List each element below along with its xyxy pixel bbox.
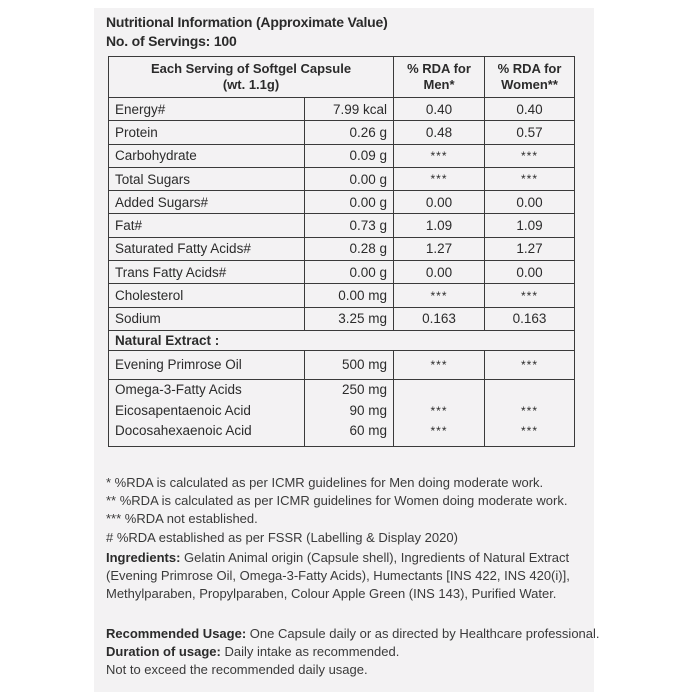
- rda-men: ***: [394, 144, 485, 167]
- recommended-usage: [106, 625, 600, 643]
- nutrient-name: Fat#: [109, 214, 305, 237]
- omega-name: Omega-3-Fatty Acids: [115, 381, 242, 397]
- nutrient-value: 7.99 kcal: [305, 98, 394, 121]
- footnote-fssr: # %RDA established as per FSSR (Labelling & Display 2020): [106, 529, 458, 545]
- nutrient-name: Energy#: [109, 98, 305, 121]
- table-row: [109, 379, 575, 446]
- omega-rda-men: [394, 379, 485, 446]
- duration-usage-label: Duration of usage:: [106, 644, 221, 659]
- nutrient-value: 0.00 g: [305, 261, 394, 284]
- rda-women: 1.27: [485, 237, 575, 260]
- extract-name: Evening Primrose Oil: [109, 350, 305, 379]
- header-rda-men-line2: Men*: [423, 77, 455, 92]
- omega-rda-women: [485, 379, 575, 446]
- duration-usage-text: Daily intake as recommended.: [220, 644, 400, 659]
- header-serving-weight: (wt. 1.1g): [222, 77, 280, 92]
- dha-value: 60 mg: [349, 423, 388, 439]
- duration-usage: [106, 643, 596, 661]
- footnote-women: ** %RDA is calculated as per ICMR guidelines for Women doing moderate work.: [106, 493, 568, 509]
- rda-women: 1.09: [485, 214, 575, 237]
- rda-men: ***: [394, 350, 485, 379]
- nutrient-name: Cholesterol: [109, 284, 305, 307]
- nutrient-name: Protein: [109, 121, 305, 144]
- header-serving-label: Each Serving of Softgel Capsule: [150, 61, 352, 76]
- ingredients-label: Ingredients:: [106, 550, 181, 565]
- epa-rda-women: ***: [521, 403, 539, 418]
- table-row: [109, 191, 575, 214]
- header-rda-men-line1: % RDA for: [407, 61, 471, 76]
- table-row: [109, 214, 575, 237]
- rda-women: ***: [485, 144, 575, 167]
- rda-women: ***: [485, 284, 575, 307]
- rda-women: 0.163: [485, 307, 575, 330]
- rda-men: 0.00: [394, 191, 485, 214]
- usage-section: [106, 625, 600, 679]
- rda-women: 0.57: [485, 121, 575, 144]
- table-row: [109, 121, 575, 144]
- footnotes: [106, 474, 586, 547]
- natural-extract-label: Natural Extract :: [109, 330, 575, 350]
- dha-rda-men: ***: [430, 424, 448, 439]
- nutrient-name: Trans Fatty Acids#: [109, 261, 305, 284]
- nutrient-value: 0.00 g: [305, 191, 394, 214]
- header-rda-women-line2: Women**: [501, 77, 558, 92]
- omega-value: 250 mg: [341, 381, 388, 397]
- nutrient-value: 0.26 g: [305, 121, 394, 144]
- dha-name: Docosahexaenoic Acid: [115, 423, 252, 439]
- nutrient-value: 0.73 g: [305, 214, 394, 237]
- dha-rda-women: ***: [521, 424, 539, 439]
- rda-women: 0.00: [485, 191, 575, 214]
- nutrient-name: Sodium: [109, 307, 305, 330]
- rda-men: ***: [394, 284, 485, 307]
- omega-values: [305, 379, 394, 446]
- rda-women: 0.00: [485, 261, 575, 284]
- servings-count: No. of Servings: 100: [106, 33, 237, 49]
- nutrient-value: 0.09 g: [305, 144, 394, 167]
- nutrient-name: Total Sugars: [109, 167, 305, 190]
- recommended-usage-label: Recommended Usage:: [106, 626, 247, 641]
- recommended-usage-text: One Capsule daily or as directed by Healthcare professional.: [246, 626, 600, 641]
- footnote-not-established: *** %RDA not established.: [106, 511, 258, 527]
- footnote-men: * %RDA is calculated as per ICMR guidelines for Men doing moderate work.: [106, 475, 544, 490]
- nutrient-name: Saturated Fatty Acids#: [109, 237, 305, 260]
- nutrient-value: 0.00 g: [305, 167, 394, 190]
- table-header-row: [109, 57, 575, 98]
- header-rda-women-line1: % RDA for: [497, 61, 562, 76]
- nutrient-name: Added Sugars#: [109, 191, 305, 214]
- rda-men: 1.27: [394, 237, 485, 260]
- nutrient-value: 0.28 g: [305, 237, 394, 260]
- rda-men: ***: [394, 167, 485, 190]
- header-serving: [109, 57, 394, 98]
- ingredients-text: Gelatin Animal origin (Capsule shell), Ingredients of Natural Extract (Evening Primrose Oil, Omega-3-Fatty Acids), Humectants [INS 422, INS 420(i)], Methylparaben, Propylparaben, Colour Apple Green (INS 143), Purified Water.: [106, 550, 570, 601]
- rda-women: 0.40: [485, 98, 575, 121]
- rda-men: 1.09: [394, 214, 485, 237]
- rda-men: 0.163: [394, 307, 485, 330]
- rda-women: ***: [485, 350, 575, 379]
- extract-header-row: [109, 330, 575, 350]
- rda-men: 0.40: [394, 98, 485, 121]
- table-row: [109, 167, 575, 190]
- table-row: [109, 237, 575, 260]
- epa-value: 90 mg: [349, 402, 388, 418]
- rda-women: ***: [485, 167, 575, 190]
- usage-limit: Not to exceed the recommended daily usage.: [106, 662, 368, 677]
- extract-value: 500 mg: [305, 350, 394, 379]
- nutrient-value: 0.00 mg: [305, 284, 394, 307]
- header-rda-women: [485, 57, 575, 98]
- table-row: [109, 144, 575, 167]
- table-row: [109, 261, 575, 284]
- table-row: [109, 98, 575, 121]
- table-row: [109, 350, 575, 379]
- table-row: [109, 307, 575, 330]
- epa-name: Eicosapentaenoic Acid: [115, 402, 251, 418]
- header-rda-men: [394, 57, 485, 98]
- table-row: [109, 284, 575, 307]
- nutrient-value: 3.25 mg: [305, 307, 394, 330]
- epa-rda-men: ***: [430, 403, 448, 418]
- rda-men: 0.48: [394, 121, 485, 144]
- omega-names: [109, 379, 305, 446]
- nutrition-title: Nutritional Information (Approximate Value): [106, 14, 388, 30]
- ingredients: [106, 549, 592, 603]
- rda-men: 0.00: [394, 261, 485, 284]
- nutrient-name: Carbohydrate: [109, 144, 305, 167]
- nutrition-table: [108, 56, 575, 447]
